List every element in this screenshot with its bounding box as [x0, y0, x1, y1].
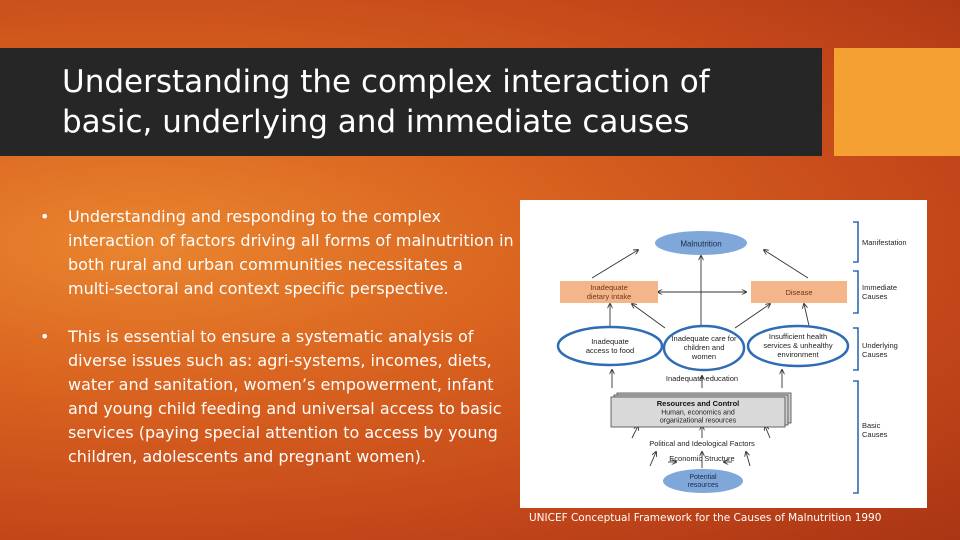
- political-factors-label: Political and Ideological Factors: [649, 439, 755, 448]
- level-immediate-line2: Causes: [862, 292, 888, 301]
- level-underlying-line1: Underlying: [862, 341, 898, 350]
- level-basic-line1: Basic: [862, 421, 881, 430]
- bullet-text: Understanding and responding to the complex interaction of factors driving all forms of malnutrition in both rural and urban communities necessitates a multi-sectoral and context specific perspective.: [68, 207, 514, 298]
- inadequate-education-label: Inadequate education: [665, 374, 739, 383]
- access-food-line2: access to food: [585, 346, 635, 355]
- health-line1: Insufficient health: [768, 332, 828, 341]
- malnutrition-label: Malnutrition: [680, 239, 722, 249]
- dietary-intake-line2: dietary intake: [586, 292, 632, 301]
- economic-structure-label: Economic Structure: [669, 454, 735, 463]
- care-line2: children and: [683, 343, 725, 352]
- slide-title: Understanding the complex interaction of basic, underlying and immediate causes: [62, 64, 710, 140]
- resources-sub-line1: Human, economics and: [661, 409, 735, 417]
- diagram-caption: UNICEF Conceptual Framework for the Causes of Malnutrition 1990: [529, 512, 882, 524]
- bullet-symbol: •: [40, 207, 50, 226]
- resources-sub-line2: organizational resources: [659, 417, 737, 425]
- dietary-intake-line1: Inadequate: [590, 283, 628, 292]
- access-food-line1: Inadequate: [591, 337, 629, 346]
- level-immediate-line1: Immediate: [862, 283, 898, 292]
- level-underlying-line2: Causes: [862, 350, 888, 359]
- unicef-framework-diagram: [520, 200, 927, 508]
- level-basic-line2: Causes: [862, 430, 888, 439]
- level-manifestation: Manifestation: [862, 238, 907, 247]
- potential-resources-line1: Potential: [689, 474, 717, 481]
- bullet-item: [36, 325, 514, 469]
- framework-svg: [520, 200, 927, 508]
- potential-resources-line2: resources: [687, 482, 719, 489]
- disease-label: Disease: [785, 288, 813, 297]
- level-brackets: [853, 222, 858, 493]
- health-line3: environment: [777, 350, 819, 359]
- bullet-symbol: •: [40, 327, 50, 346]
- health-line2: services & unhealthy: [763, 341, 833, 350]
- bullet-text: This is essential to ensure a systematic analysis of diverse issues such as: agri-systems, incomes, diets, water and sanitation, women’s empowerment, infant and young child feeding and universal access to basic services (paying special attention to access by young children, adolescents and pregnant women).: [68, 327, 502, 466]
- bullet-item: [36, 205, 514, 301]
- bullet-list: [36, 205, 514, 493]
- accent-box: [834, 48, 960, 156]
- care-line3: women: [691, 352, 717, 361]
- potential-resources-ellipse: [663, 469, 743, 493]
- care-line1: Inadequate care for: [671, 334, 737, 343]
- resources-title: Resources and Control: [656, 399, 740, 408]
